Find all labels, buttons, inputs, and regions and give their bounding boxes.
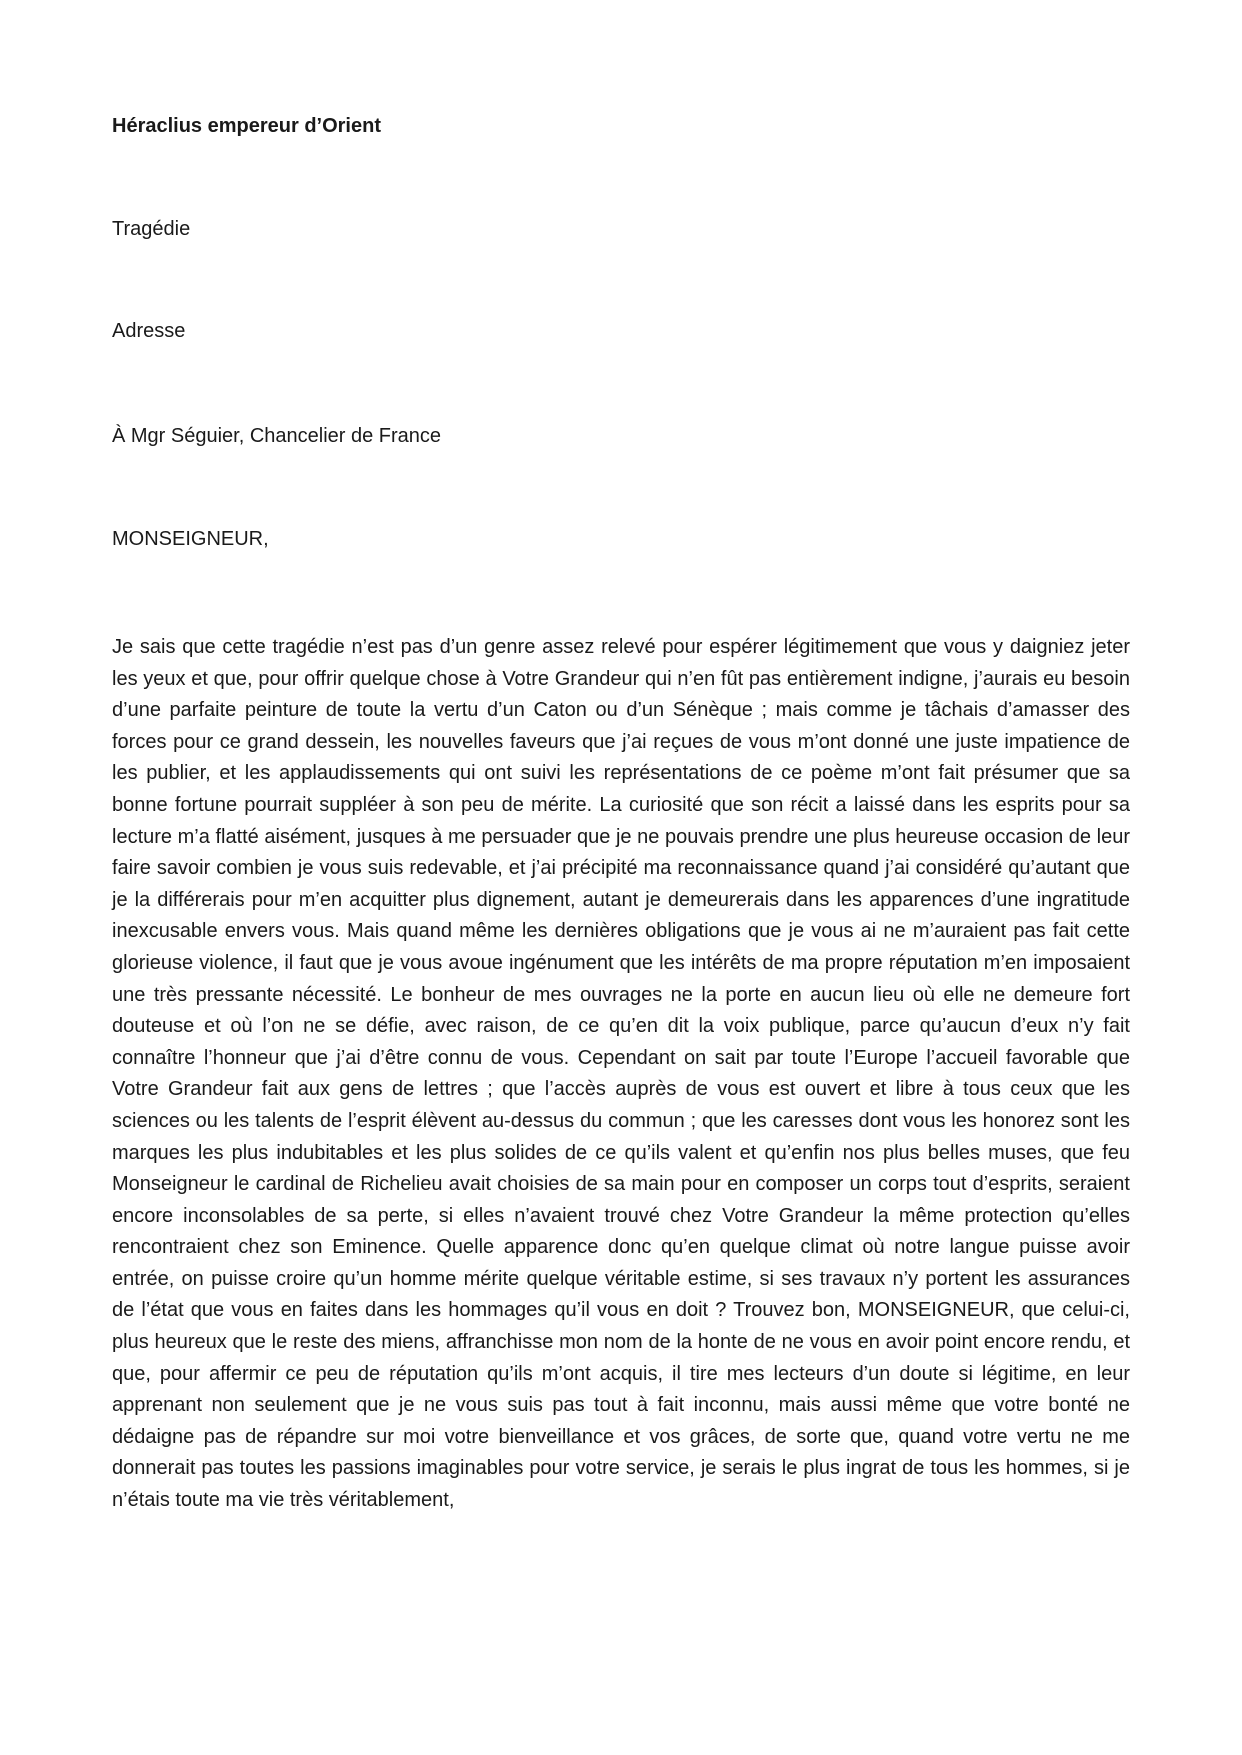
dedicatee-line: À Mgr Séguier, Chancelier de France — [112, 425, 442, 447]
document-genre: Tragédie — [112, 218, 191, 240]
body-paragraph: Je sais que cette tragédie n’est pas d’un genre assez relevé pour espérer légitimement que vous y daigniez jeter les yeux et que, pour offrir quelque chose à Votre Grandeur qui n’en fût pas entièrement indigne, j’aurais eu besoin d’une parfaite peinture de toute la vertu d’un Caton ou d’un Sénèque ; mais comme je tâchais d’amasser des forces pour ce grand dessein, les nouvelles faveurs que j’ai reçues de vous m’ont donné une juste impatience de les publier, et les applaudissements qui ont suivi les représentations de ce poème m’ont fait présumer que sa bonne fortune pourrait suppléer à son peu de mérite. La curiosité que son récit a laissé dans les esprits pour sa lecture m’a flatté aisément, jusques à me persuader que je ne pouvais prendre une plus heureuse occasion de leur faire savoir combien je vous suis redevable, et j’ai précipité ma reconnaissance quand j’ai considéré qu’autant que je la différerais pour m’en acquitter plus dignement, autant je demeurerais dans les apparences d’une ingratitude inexcusable envers vous. Mais quand même les dernières obligations que je vous ai ne m’auraient pas fait cette glorieuse violence, il faut que je vous avoue ingénument que les intérêts de ma propre réputation m’en imposaient une très pressante nécessité. Le bonheur de mes ouvrages ne la porte en aucun lieu où elle ne demeure fort douteuse et où l’on ne se défie, avec raison, de ce qu’en dit la voix publique, parce qu’aucun d’eux n’y fait connaître l’honneur que j’ai d’être connu de vous. Cependant on sait par toute l’Europe l’accueil favorable que Votre Grandeur fait aux gens de lettres ; que l’accès auprès de vous est ouvert et libre à tous ceux que les sciences ou les talents de l’esprit élèvent au-dessus du commun ; que les caresses dont vous les honorez sont les marques les plus indubitables et les plus solides de ce qu’ils valent et qu’enfin nos plus belles muses, que feu Monseigneur le cardinal de Richelieu avait choisies de sa main pour en composer un corps tout d’esprits, seraient encore inconsolables de sa perte, si elles n’avaient trouvé chez Votre Grandeur la même protection qu’elles rencontraient chez son Eminence. Quelle apparence donc qu’en quelque climat où notre langue puisse avoir entrée, on puisse croire qu’un homme mérite quelque véritable estime, si ses travaux n’y portent les assurances de l’état que vous en faites dans les hommages qu’il vous en doit ? Trouvez bon, MONSEIGNEUR, que celui-ci, plus heureux que le reste des miens, affranchisse mon nom de la honte de ne vous en avoir point encore rendu, et que, pour affermir ce peu de réputation qu’ils m’ont acquis, il tire mes lecteurs d’un doute si légitime, en leur apprenant non seulement que je ne vous suis pas tout à fait inconnu, mais aussi même que votre bonté ne dédaigne pas de répandre sur moi votre bienveillance et vos grâces, de sorte que, quand votre vertu ne me donnerait pas toutes les passions imaginables pour votre service, je serais le plus ingrat de tous les hommes, si je n’étais toute ma vie très véritablement, — [112, 636, 1130, 1512]
salutation: MONSEIGNEUR, — [112, 528, 269, 550]
document-title: Héraclius empereur d’Orient — [112, 115, 381, 137]
section-heading: Adresse — [112, 320, 186, 342]
